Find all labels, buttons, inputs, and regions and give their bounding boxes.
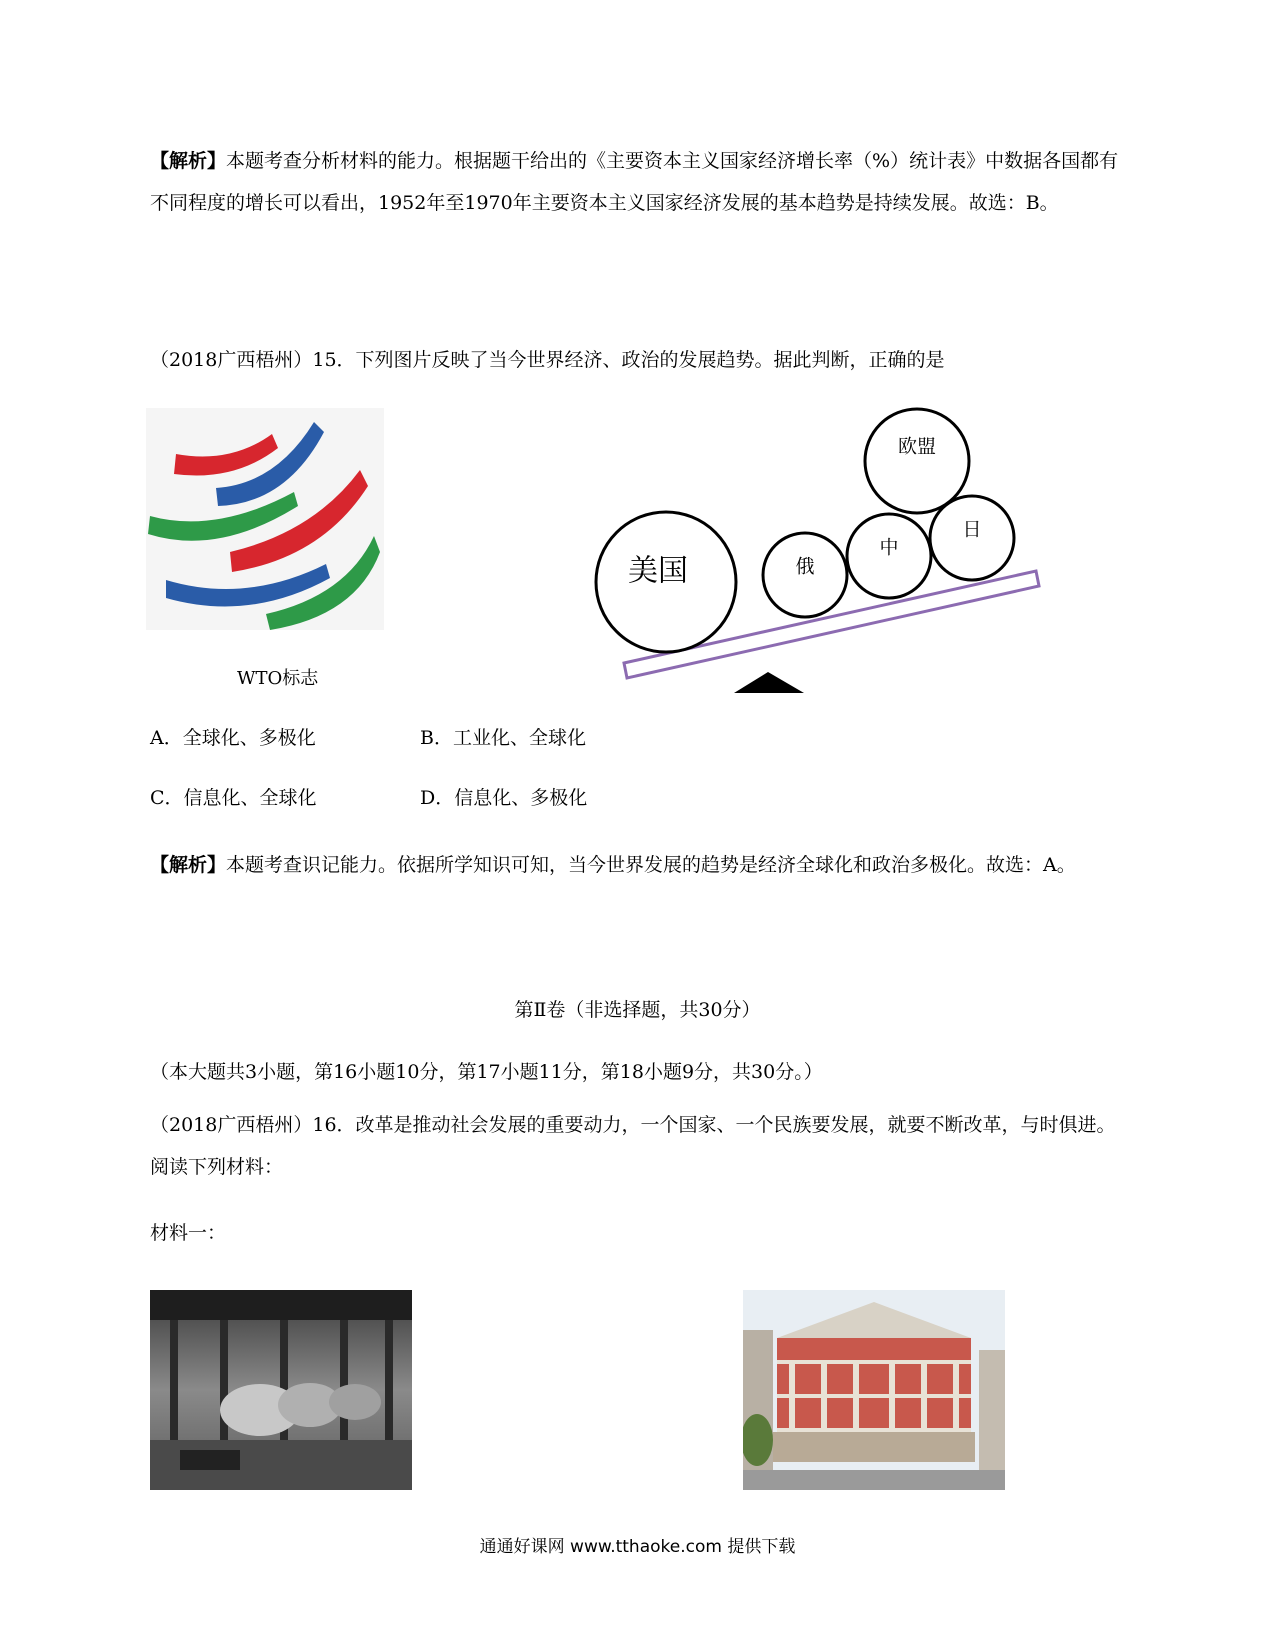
question-16-stem: （2018广西梧州）16．改革是推动社会发展的重要动力，一个国家、一个民族要发展，就要不断改革，与时俱进。阅读下列材料： — [150, 1114, 1116, 1178]
material-1-label: 材料一： — [150, 1222, 227, 1244]
wto-logo-image — [146, 408, 384, 630]
label-russia: 俄 — [795, 555, 815, 578]
question-15-stem: （2018广西梧州）15．下列图片反映了当今世界经济、政治的发展趋势。据此判断，正确的是 — [150, 349, 945, 371]
label-china: 中 — [879, 536, 899, 559]
analysis-label: 【解析】 — [150, 150, 227, 172]
factory-photo — [150, 1290, 412, 1490]
circle-china — [847, 514, 931, 598]
balance-diagram — [594, 405, 1054, 695]
option-a: A．全球化、多极化 — [150, 727, 316, 749]
label-japan: 日 — [962, 518, 982, 541]
circle-usa — [596, 512, 736, 652]
circle-eu — [865, 409, 969, 513]
label-usa: 美国 — [628, 553, 688, 589]
label-eu: 欧盟 — [897, 435, 937, 458]
circle-japan — [930, 496, 1014, 580]
footer-text: 通通好课网 www.tthaoke.com 提供下载 — [479, 1537, 796, 1557]
circle-russia — [763, 533, 847, 617]
option-d: D．信息化、多极化 — [420, 787, 588, 809]
analysis-15 — [150, 844, 1130, 886]
analysis-text: 本题考查识记能力。依据所学知识可知，当今世界发展的趋势是经济全球化和政治多极化。故选：A。 — [226, 854, 1076, 876]
fulcrum-triangle — [734, 672, 804, 693]
analysis-text: 本题考查分析材料的能力。根据题干给出的《主要资本主义国家经济增长率（%）统计表》中数据各国都有不同程度的增长可以看出，1952年至1970年主要资本主义国家经济发展的基本趋势是持续发展。故选：B。 — [150, 150, 1119, 214]
section-note: （本大题共3小题，第16小题10分，第17小题11分，第18小题9分，共30分。） — [150, 1061, 823, 1083]
analysis-label: 【解析】 — [150, 854, 227, 876]
analysis-14 — [150, 140, 1130, 224]
section-title: 第Ⅱ卷（非选择题，共30分） — [514, 999, 761, 1021]
option-c: C．信息化、全球化 — [150, 787, 317, 809]
option-b: B．工业化、全球化 — [420, 727, 586, 749]
wto-caption: WTO标志 — [237, 668, 319, 689]
building-photo — [743, 1290, 1005, 1490]
